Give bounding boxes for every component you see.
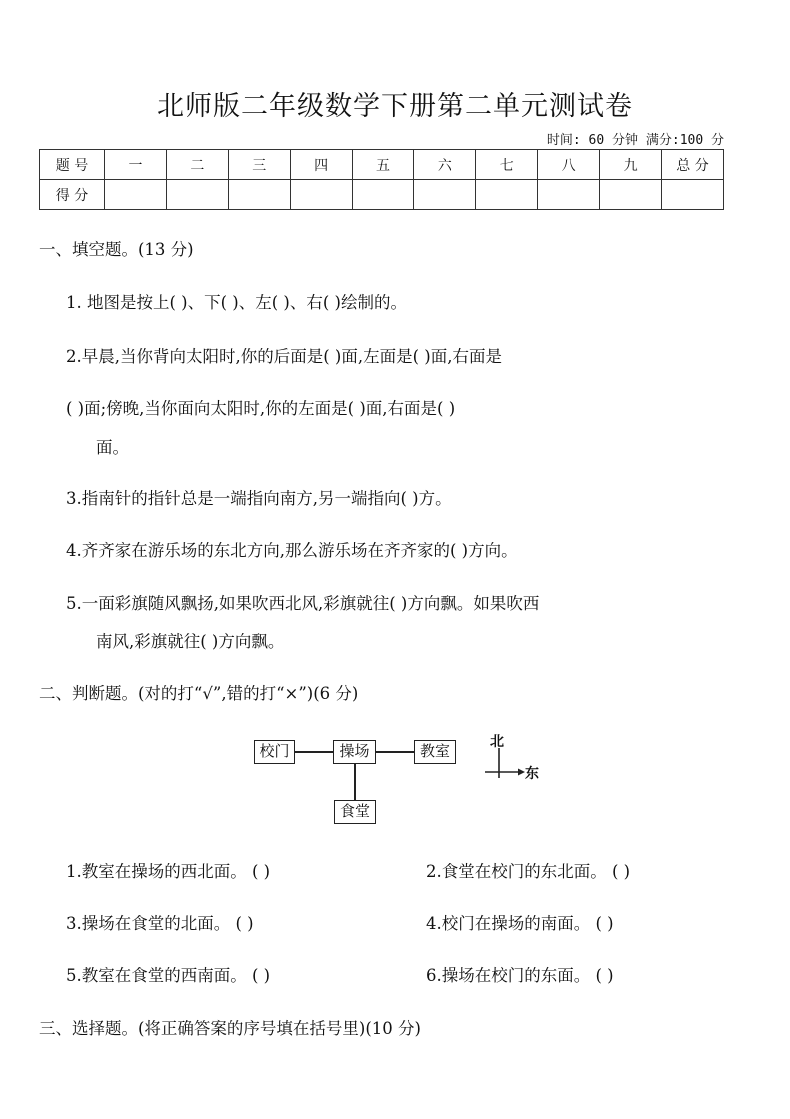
score-input-cell[interactable] <box>600 180 662 210</box>
score-input-cell[interactable] <box>105 180 167 210</box>
fill-question-5-line2: 南风,彩旗就往( )方向飘。 <box>96 632 285 651</box>
judge-item-5: 5.教室在食堂的西南面。 ( ) <box>66 966 271 985</box>
judge-item-2: 2.食堂在校门的东北面。 ( ) <box>426 862 631 881</box>
score-input-cell[interactable] <box>352 180 414 210</box>
section3-heading: 三、选择题。(将正确答案的序号填在括号里)(10 分) <box>39 1019 421 1038</box>
score-header-cell: 四 <box>290 150 352 180</box>
east-label: 东 <box>525 766 539 782</box>
score-input-cell[interactable] <box>228 180 290 210</box>
score-input-cell[interactable] <box>414 180 476 210</box>
judge-item-1: 1.教室在操场的西北面。 ( ) <box>66 862 271 881</box>
score-header-cell: 一 <box>105 150 167 180</box>
score-input-cell[interactable] <box>290 180 352 210</box>
fill-question-2-line2: ( )面;傍晚,当你面向太阳时,你的左面是( )面,右面是( ) <box>66 399 456 418</box>
north-label: 北 <box>490 734 504 750</box>
canteen-box: 食堂 <box>334 800 376 824</box>
score-header-cell: 三 <box>228 150 290 180</box>
score-header-cell: 五 <box>352 150 414 180</box>
fill-question-4: 4.齐齐家在游乐场的东北方向,那么游乐场在齐齐家的( )方向。 <box>66 541 518 560</box>
connector-playground-classroom <box>375 751 415 753</box>
score-header-cell: 总 分 <box>662 150 724 180</box>
fill-question-1: 1. 地图是按上( )、下( )、左( )、右( )绘制的。 <box>66 293 407 312</box>
fill-question-2-line3: 面。 <box>96 438 129 457</box>
score-table <box>39 149 724 210</box>
score-header-cell: 二 <box>166 150 228 180</box>
score-header-cell: 八 <box>538 150 600 180</box>
connector-playground-canteen <box>354 763 356 800</box>
judge-item-4: 4.校门在操场的南面。 ( ) <box>426 914 614 933</box>
exam-meta: 时间: 60 分钟 满分:100 分 <box>546 133 724 148</box>
section1-heading: 一、填空题。(13 分) <box>39 240 194 259</box>
fill-question-2-line1: 2.早晨,当你背向太阳时,你的后面是( )面,左面是( )面,右面是 <box>66 347 502 366</box>
fill-question-3: 3.指南针的指针总是一端指向南方,另一端指向( )方。 <box>66 489 452 508</box>
page-title: 北师版二年级数学下册第二单元测试卷 <box>157 91 633 122</box>
score-input-cell[interactable] <box>662 180 724 210</box>
score-input-cell[interactable] <box>166 180 228 210</box>
section2-heading: 二、判断题。(对的打“√”,错的打“×”)(6 分) <box>39 684 359 703</box>
score-header-cell: 七 <box>476 150 538 180</box>
fill-question-5-line1: 5.一面彩旗随风飘扬,如果吹西北风,彩旗就往( )方向飘。如果吹西 <box>66 594 540 613</box>
score-table-score-row <box>40 180 724 210</box>
score-input-cell[interactable] <box>538 180 600 210</box>
score-header-cell: 六 <box>414 150 476 180</box>
score-header-cell: 九 <box>600 150 662 180</box>
connector-gate-playground <box>294 751 334 753</box>
score-row-label: 得 分 <box>40 180 105 210</box>
gate-box: 校门 <box>254 740 295 764</box>
classroom-box: 教室 <box>414 740 456 764</box>
judge-item-3: 3.操场在食堂的北面。 ( ) <box>66 914 254 933</box>
score-header-cell: 题 号 <box>40 150 105 180</box>
score-table-header-row <box>40 150 724 180</box>
score-input-cell[interactable] <box>476 180 538 210</box>
judge-item-6: 6.操场在校门的东面。 ( ) <box>426 966 614 985</box>
playground-box: 操场 <box>333 740 376 764</box>
